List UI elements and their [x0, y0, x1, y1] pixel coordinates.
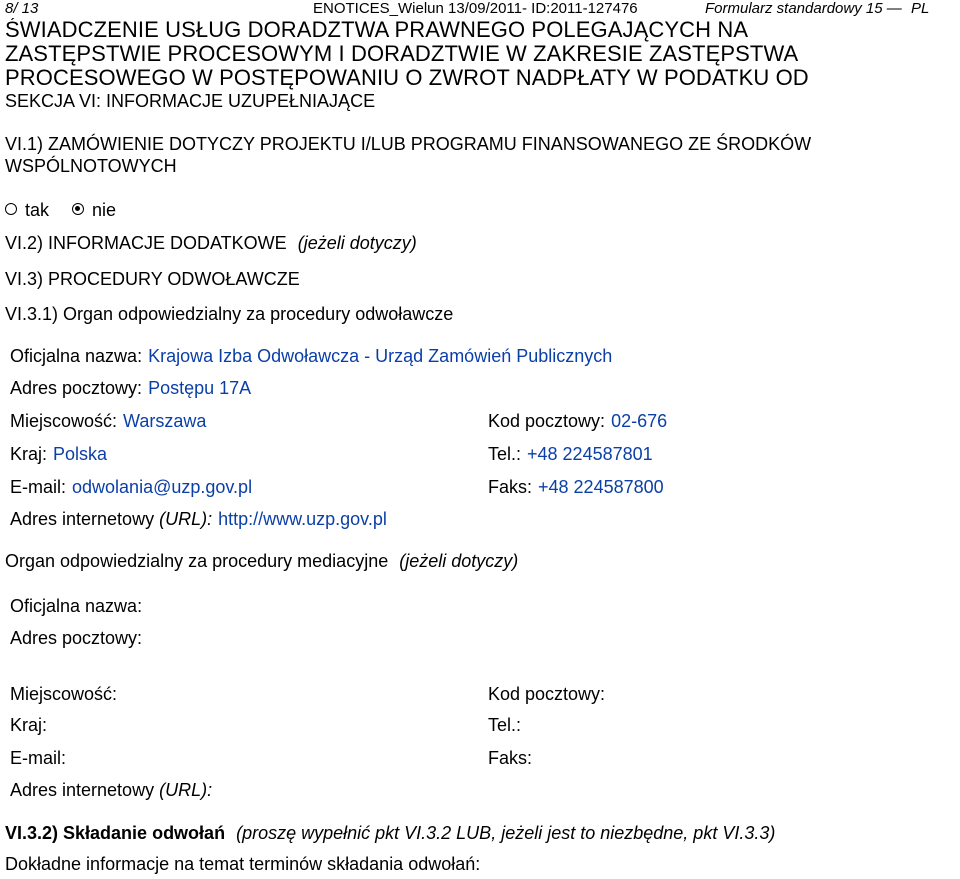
- fax-label: Faks:: [488, 477, 533, 497]
- mediation-label: Organ odpowiedzialny za procedury mediacyjne: [5, 551, 389, 571]
- address-value: Postępu 17A: [148, 378, 252, 398]
- document-id: ENOTICES_Wielun 13/09/2011- ID:2011-127476: [313, 0, 638, 17]
- radio-checked-icon: [72, 203, 84, 215]
- mediation-city-label: Miejscowość:: [10, 684, 118, 704]
- contract-title: [5, 18, 955, 90]
- radio-tak[interactable]: [5, 200, 54, 220]
- section-title: SEKCJA VI: INFORMACJE UZUPEŁNIAJĄCE: [5, 91, 376, 111]
- eu-funding-radio-group: [5, 199, 116, 221]
- country-label: Kraj:: [10, 444, 48, 464]
- mediation-url-label: Adres internetowy: [10, 780, 155, 800]
- url-label: Adres internetowy: [10, 509, 155, 529]
- url-value[interactable]: http://www.uzp.gov.pl: [218, 509, 387, 529]
- radio-nie-label: nie: [92, 200, 117, 220]
- fax-value: +48 224587800: [538, 477, 664, 497]
- mediation-fax-label: Faks:: [488, 748, 533, 768]
- mediation-country-label: Kraj:: [10, 715, 48, 735]
- mediation-official-name-label: Oficjalna nazwa:: [10, 596, 143, 616]
- vi2-heading: [5, 232, 417, 254]
- contract-title-line: ŚWIADCZENIE USŁUG DORADZTWA PRAWNEGO POLEGAJĄCYCH NA: [5, 18, 749, 42]
- appeal-body-email: [10, 476, 252, 498]
- appeal-body-country: [10, 443, 107, 465]
- appeal-body-tel: [488, 443, 653, 465]
- vi32-note: (proszę wypełnić pkt VI.3.2 LUB, jeżeli jest to niezbędne, pkt VI.3.3): [236, 823, 776, 843]
- appeal-body-fax: [488, 476, 664, 498]
- url-note: (URL):: [159, 509, 213, 529]
- appeal-body-postcode: [488, 410, 667, 432]
- city-label: Miejscowość:: [10, 411, 118, 431]
- vi1-heading-line: VI.1) ZAMÓWIENIE DOTYCZY PROJEKTU I/LUB PROGRAMU FINANSOWANEGO ZE ŚRODKÓW: [5, 134, 812, 154]
- mediation-heading: [5, 550, 518, 572]
- city-value: Warszawa: [123, 411, 207, 431]
- form-name: Formularz standardowy 15 —: [705, 0, 902, 17]
- official-name-label: Oficjalna nazwa:: [10, 346, 143, 366]
- mediation-postcode-label: Kod pocztowy:: [488, 684, 606, 704]
- appeal-body-name: [10, 345, 612, 367]
- mediation-note: (jeżeli dotyczy): [399, 551, 519, 571]
- postcode-value: 02-676: [611, 411, 668, 431]
- page-number: 8/ 13: [5, 0, 39, 17]
- radio-tak-label: tak: [25, 200, 50, 220]
- country-value: Polska: [53, 444, 108, 464]
- radio-unchecked-icon: [5, 203, 17, 215]
- vi32-label: VI.3.2) Składanie odwołań: [5, 823, 226, 843]
- mediation-url-note: (URL):: [159, 780, 213, 800]
- mediation-email-label: E-mail:: [10, 748, 67, 768]
- tel-value: +48 224587801: [527, 444, 653, 464]
- vi2-note: (jeżeli dotyczy): [297, 233, 417, 253]
- language-code: PL: [911, 0, 930, 17]
- mediation-url: [10, 779, 212, 801]
- vi1-heading: [5, 133, 811, 177]
- vi2-label: VI.2) INFORMACJE DODATKOWE: [5, 233, 287, 253]
- appeal-body-city: [10, 410, 206, 432]
- official-name-value: Krajowa Izba Odwoławcza - Urząd Zamówień Publicznych: [148, 346, 613, 366]
- email-label: E-mail:: [10, 477, 67, 497]
- vi32-heading: [5, 822, 775, 844]
- vi1-heading-line: WSPÓLNOTOWYCH: [5, 156, 177, 176]
- appeal-body-address: [10, 377, 251, 399]
- contract-title-line: PROCESOWEGO W POSTĘPOWANIU O ZWROT NADPŁATY W PODATKU OD: [5, 65, 809, 90]
- address-label: Adres pocztowy:: [10, 378, 143, 398]
- vi32-details-label: Dokładne informacje na temat terminów składania odwołań:: [5, 854, 481, 874]
- tel-label: Tel.:: [488, 444, 522, 464]
- contract-title-line: ZASTĘPSTWIE PROCESOWYM I DORADZTWIE W ZAKRESIE ZASTĘPSTWA: [5, 41, 799, 66]
- postcode-label: Kod pocztowy:: [488, 411, 606, 431]
- vi31-heading: VI.3.1) Organ odpowiedzialny za procedury odwoławcze: [5, 304, 454, 324]
- mediation-tel-label: Tel.:: [488, 715, 522, 735]
- email-value[interactable]: odwolania@uzp.gov.pl: [72, 477, 253, 497]
- vi3-heading: VI.3) PROCEDURY ODWOŁAWCZE: [5, 269, 300, 289]
- running-header: [5, 0, 955, 20]
- appeal-body-url: [10, 508, 387, 530]
- mediation-address-label: Adres pocztowy:: [10, 628, 143, 648]
- radio-nie[interactable]: [72, 200, 116, 220]
